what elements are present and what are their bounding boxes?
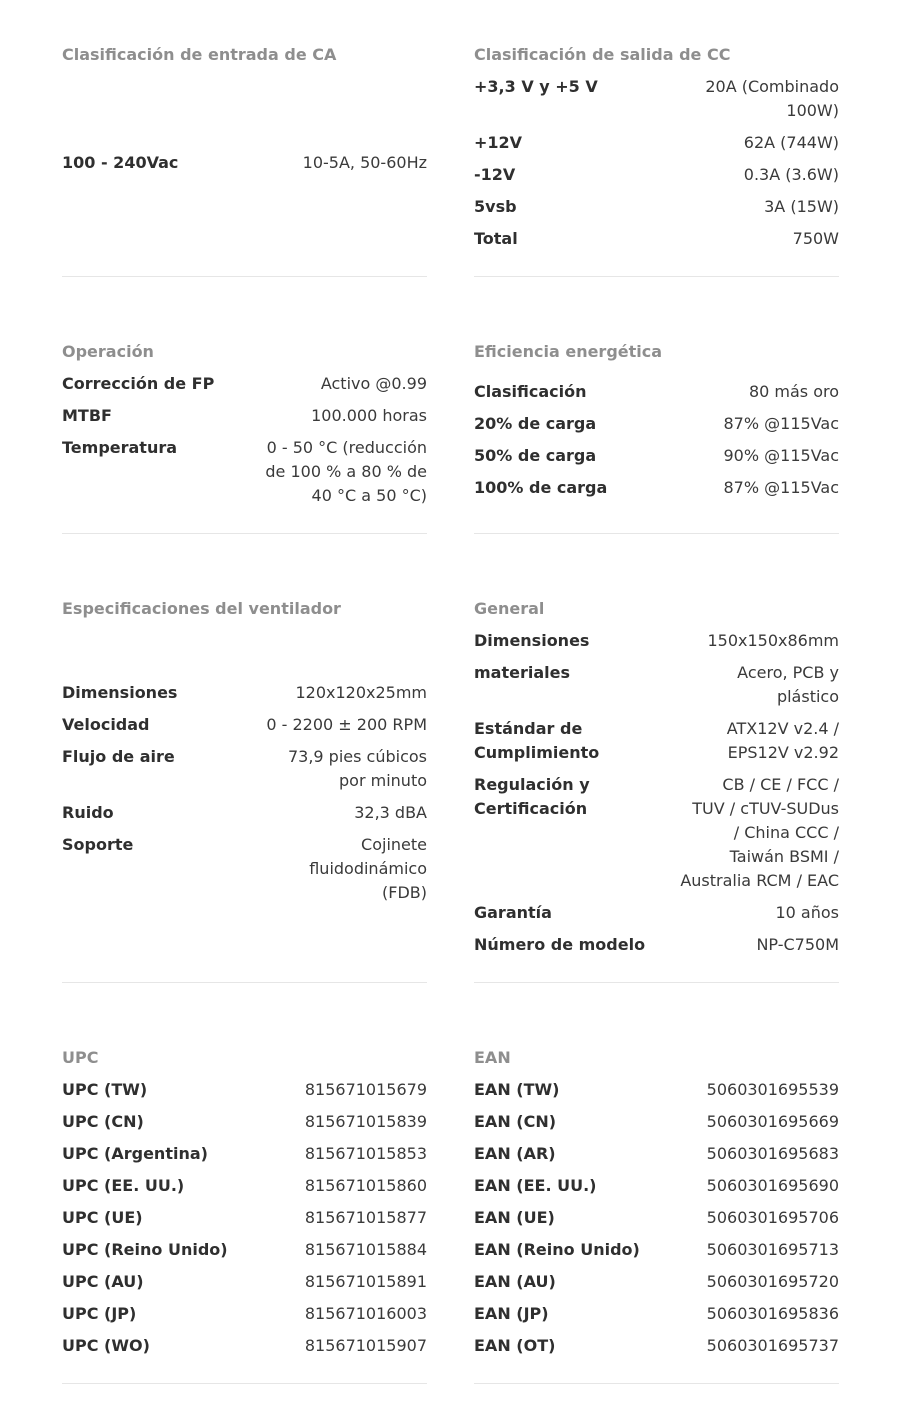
spec-label-line: UPC (EE. UU.) [62, 1176, 185, 1195]
spec-value-line: 815671015853 [304, 1144, 427, 1163]
spec-value-line: 100.000 horas [311, 406, 427, 425]
spec-label [474, 1238, 640, 1262]
spec-value [707, 1206, 839, 1230]
spec-value-line: 750W [792, 229, 839, 248]
spec-value-line: 90% @115Vac [723, 446, 839, 465]
spec-value [724, 412, 840, 436]
spec-value-line: 5060301695690 [706, 1176, 839, 1195]
spec-value [305, 1270, 427, 1294]
spec-value [724, 476, 840, 500]
spec-label [474, 195, 517, 219]
spec-value-line: Cojinete [361, 835, 427, 854]
spec-value [680, 773, 839, 893]
spec-value-line: de 100 % a 80 % de [265, 462, 427, 481]
spec-label [474, 1110, 556, 1134]
spec-label-line: UPC (TW) [62, 1080, 148, 1099]
spec-value-line: 5060301695669 [706, 1112, 839, 1131]
spec-value-line: (FDB) [382, 883, 427, 902]
spec-label-line: 50% de carga [474, 446, 597, 465]
spec-label-line: Velocidad [62, 715, 150, 734]
spec-value [707, 1174, 839, 1198]
spec-label [474, 1142, 556, 1166]
spec-label [62, 713, 150, 737]
spec-value-line: fluidodinámico [309, 859, 427, 878]
spec-value-line: 0 - 50 °C (reducción [266, 438, 427, 457]
spec-value-line: 80 más oro [748, 382, 839, 401]
spec-label [62, 1206, 143, 1230]
spec-label-line: materiales [474, 663, 570, 682]
spec-value-line: Australia RCM / EAC [680, 871, 839, 890]
spec-value-line: 73,9 pies cúbicos [287, 747, 427, 766]
spec-label [474, 412, 596, 436]
spec-label-line: EAN (TW) [474, 1080, 560, 1099]
spec-label [62, 1110, 144, 1134]
spec-value [707, 1142, 839, 1166]
spec-value-line: Taiwán BSMI / [729, 847, 839, 866]
spec-value [749, 380, 839, 404]
spec-value [305, 1174, 427, 1198]
spec-label-line: EAN (EE. UU.) [474, 1176, 597, 1195]
spec-label [62, 151, 178, 175]
section-divider [474, 1383, 839, 1384]
spec-value [305, 1110, 427, 1134]
spec-value [305, 1078, 427, 1102]
spec-label-line: EAN (AR) [474, 1144, 556, 1163]
spec-label [62, 1142, 208, 1166]
spec-value [775, 901, 839, 925]
spec-label [62, 1238, 228, 1262]
spec-value [707, 1334, 839, 1358]
spec-label [474, 1270, 556, 1294]
spec-label [62, 801, 114, 825]
section-divider [62, 1383, 427, 1384]
section-title: Operación [62, 342, 154, 361]
spec-value [309, 833, 427, 905]
section-divider [474, 982, 839, 983]
section-divider [474, 276, 839, 277]
spec-label-line: EAN (UE) [474, 1208, 555, 1227]
spec-value [705, 75, 839, 123]
section-divider [62, 276, 427, 277]
spec-value-line: 3A (15W) [764, 197, 839, 216]
spec-value-line: ATX12V v2.4 / [726, 719, 839, 738]
spec-label [62, 404, 112, 428]
section-title: UPC [62, 1048, 99, 1067]
spec-value [764, 195, 839, 219]
spec-value [707, 1302, 839, 1326]
spec-label [474, 227, 518, 251]
section-divider [62, 533, 427, 534]
spec-value-line: Activo @0.99 [320, 374, 427, 393]
spec-value-line: EPS12V v2.92 [727, 743, 839, 762]
spec-value-line: TUV / cTUV-SUDus [692, 799, 839, 818]
spec-value [305, 1302, 427, 1326]
spec-label-line: UPC (JP) [62, 1304, 137, 1323]
spec-value [793, 227, 839, 251]
spec-label-line: -12V [474, 165, 516, 184]
spec-label-line: Dimensiones [474, 631, 590, 650]
spec-value-line: 815671015891 [304, 1272, 427, 1291]
spec-label-line: UPC (Reino Unido) [62, 1240, 228, 1259]
spec-value-line: 32,3 dBA [354, 803, 427, 822]
spec-label-line: +3,3 V y +5 V [474, 77, 598, 96]
spec-value-line: 62A (744W) [743, 133, 839, 152]
spec-label [62, 833, 133, 857]
spec-value [756, 933, 839, 957]
spec-value-line: 815671015839 [304, 1112, 427, 1131]
spec-label-line: Soporte [62, 835, 134, 854]
spec-label-line: Certificación [474, 799, 588, 818]
spec-label-line: Número de modelo [474, 935, 646, 954]
spec-value-line: 815671015877 [304, 1208, 427, 1227]
spec-value-line: 0.3A (3.6W) [743, 165, 839, 184]
section-title: Clasificación de salida de CC [474, 45, 731, 64]
spec-label [62, 681, 177, 705]
spec-value [265, 436, 427, 508]
spec-value [305, 1206, 427, 1230]
spec-label-line: Corrección de FP [62, 374, 215, 393]
spec-label [474, 773, 590, 821]
spec-value [707, 1110, 839, 1134]
spec-label [474, 717, 599, 765]
spec-label [474, 901, 552, 925]
spec-label [474, 661, 570, 685]
spec-value-line: 0 - 2200 ± 200 RPM [266, 715, 427, 734]
section-title: Eficiencia energética [474, 342, 663, 361]
spec-label [474, 1206, 555, 1230]
spec-label-line: UPC (UE) [62, 1208, 143, 1227]
spec-label-line: Temperatura [62, 438, 178, 457]
section-title: Especificaciones del ventilador [62, 599, 341, 618]
spec-label [62, 1334, 150, 1358]
spec-value [321, 372, 427, 396]
spec-label [62, 1270, 144, 1294]
spec-label-line: Flujo de aire [62, 747, 175, 766]
spec-value [727, 717, 839, 765]
spec-label-line: Ruido [62, 803, 114, 822]
spec-value-line: por minuto [339, 771, 427, 790]
spec-label [474, 1334, 555, 1358]
spec-value-line: / China CCC / [733, 823, 839, 842]
spec-value [354, 801, 427, 825]
spec-value-line: 5060301695683 [706, 1144, 839, 1163]
spec-label-line: UPC (CN) [62, 1112, 144, 1131]
spec-value-line: 10-5A, 50-60Hz [302, 153, 427, 172]
spec-label-line: Dimensiones [62, 683, 178, 702]
spec-label [474, 629, 589, 653]
spec-value [305, 1238, 427, 1262]
spec-label-line: EAN (JP) [474, 1304, 549, 1323]
spec-value [744, 163, 839, 187]
spec-value-line: 10 años [775, 903, 839, 922]
spec-value-line: 100W) [786, 101, 839, 120]
spec-value [707, 1238, 839, 1262]
spec-value-line: CB / CE / FCC / [722, 775, 839, 794]
spec-value-line: 815671015884 [304, 1240, 427, 1259]
spec-value-line: 5060301695539 [706, 1080, 839, 1099]
spec-label [474, 444, 596, 468]
spec-value-line: 5060301695836 [706, 1304, 839, 1323]
spec-value-line: 5060301695720 [706, 1272, 839, 1291]
section-title: General [474, 599, 545, 618]
spec-label-line: 100% de carga [474, 478, 608, 497]
section-title: Clasificación de entrada de CA [62, 45, 337, 64]
spec-label [474, 131, 522, 155]
spec-value-line: 815671015679 [304, 1080, 427, 1099]
spec-label-line: 5vsb [474, 197, 517, 216]
spec-value-line: 120x120x25mm [295, 683, 427, 702]
spec-label-line: UPC (Argentina) [62, 1144, 208, 1163]
spec-label-line: UPC (WO) [62, 1336, 150, 1355]
spec-label [474, 163, 515, 187]
spec-value-line: 5060301695737 [706, 1336, 839, 1355]
spec-label-line: 20% de carga [474, 414, 597, 433]
spec-label-line: EAN (AU) [474, 1272, 556, 1291]
section-divider [474, 533, 839, 534]
spec-label [62, 436, 177, 460]
spec-label-line: EAN (CN) [474, 1112, 557, 1131]
spec-value [744, 131, 839, 155]
spec-value-line: 815671016003 [304, 1304, 427, 1323]
spec-label [62, 1174, 184, 1198]
spec-value [724, 444, 840, 468]
spec-value-line: 20A (Combinado [705, 77, 839, 96]
spec-value-line: 87% @115Vac [723, 414, 839, 433]
spec-value [295, 681, 427, 705]
spec-label-line: Regulación y [474, 775, 590, 794]
spec-label-line: +12V [474, 133, 523, 152]
spec-label [62, 1078, 147, 1102]
spec-value-line: 815671015907 [304, 1336, 427, 1355]
spec-value [305, 1334, 427, 1358]
spec-label-line: EAN (OT) [474, 1336, 556, 1355]
spec-label [62, 745, 175, 769]
spec-label-line: 100 - 240Vac [62, 153, 179, 172]
spec-label-line: EAN (Reino Unido) [474, 1240, 640, 1259]
spec-label [474, 933, 645, 957]
spec-label [474, 75, 598, 99]
spec-value-line: Acero, PCB y [737, 663, 839, 682]
spec-label-line: Estándar de [474, 719, 583, 738]
spec-value [737, 661, 839, 709]
spec-label-line: Clasificación [474, 382, 587, 401]
spec-value [311, 404, 427, 428]
spec-label [474, 476, 607, 500]
spec-value [266, 713, 427, 737]
section-title: EAN [474, 1048, 511, 1067]
spec-value [707, 629, 839, 653]
spec-label [474, 1174, 596, 1198]
spec-value-line: 40 °C a 50 °C) [311, 486, 427, 505]
spec-value [707, 1270, 839, 1294]
spec-label-line: UPC (AU) [62, 1272, 144, 1291]
spec-label [62, 372, 214, 396]
spec-value [707, 1078, 839, 1102]
spec-value-line: NP-C750M [756, 935, 839, 954]
spec-label [474, 1078, 559, 1102]
spec-label-line: MTBF [62, 406, 112, 425]
spec-value [288, 745, 427, 793]
spec-label [474, 1302, 549, 1326]
spec-label-line: Total [474, 229, 518, 248]
spec-label [62, 1302, 136, 1326]
spec-value-line: 815671015860 [304, 1176, 427, 1195]
spec-value-line: 150x150x86mm [707, 631, 839, 650]
section-divider [62, 982, 427, 983]
spec-value [303, 151, 427, 175]
spec-value-line: 87% @115Vac [723, 478, 839, 497]
spec-label-line: Garantía [474, 903, 552, 922]
spec-value-line: 5060301695706 [706, 1208, 839, 1227]
spec-value-line: plástico [776, 687, 839, 706]
spec-value-line: 5060301695713 [706, 1240, 839, 1259]
spec-label-line: Cumplimiento [474, 743, 600, 762]
spec-label [474, 380, 587, 404]
spec-value [305, 1142, 427, 1166]
